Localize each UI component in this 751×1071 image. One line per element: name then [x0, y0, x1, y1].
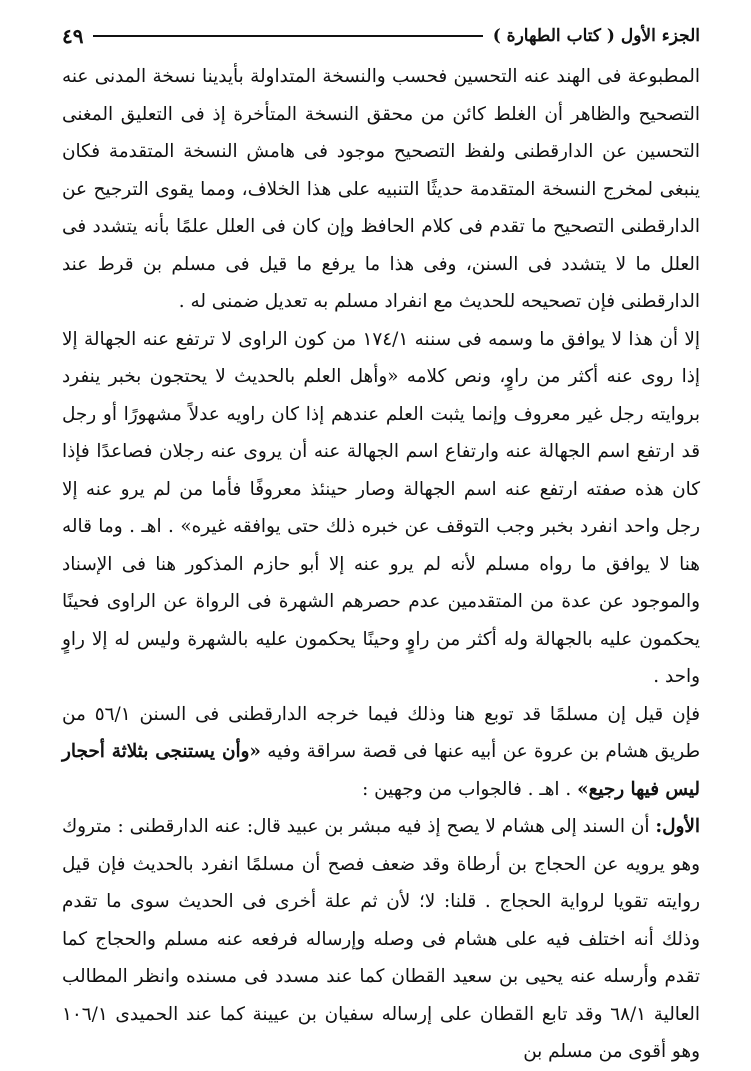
paragraph-2: إلا أن هذا لا يوافق ما وسمه فى سننه ١٧٤/١ من كون الراوى لا ترتفع عنه الجهالة إلا إذا روى عنه أكثر من راوٍ، ونص كلامه «وأهل العلم بالحديث لا يحتجون بخبر ينفرد بروايته رجل غير معروف وإنما يثبت العلم عندهم إذا كان راويه عدلاً مشهورًا أو رجل قد ارتفع اسم الجهالة عنه وارتفاع اسم الجهالة عنه أن يروى عنه رجلان فصاعدًا فإذا كان هذه صفته ارتفع عنه اسم الجهالة وصار حينئذ معروفًا فأما من لم يرو عنه إلا رجل واحد انفرد بخبر وجب التوقف عن خبره ذلك حتى يوافقه غيره» . اهـ . وما قاله هنا لا يوافق ما رواه مسلم لأنه لم يرو عنه إلا أبو حازم المذكور هنا فى الإسناد والموجود عن عدة من المتقدمين عدم حصرهم الشهرة فى الرواة عن الراوى فحينًا يحكمون عليه بالجهالة وله أكثر من راوٍ وحينًا يحكمون عليه بالشهرة وليس له إلا راوٍ واحد . — [62, 328, 701, 687]
paragraph-3-quote: «وأن يستنجى بثلاثة أحجار ليس فيها رجيع» — [62, 741, 700, 800]
book-page — [62, 14, 701, 1062]
header-rule — [93, 35, 482, 37]
paragraph-3-text-after: . اهـ . فالجواب من وجهين : — [362, 778, 578, 800]
page-number: ٤٩ — [62, 24, 84, 48]
paragraph-4-text: أن السند إلى هشام لا يصح إذ فيه مبشر بن عبيد قال: عنه الدارقطنى : متروك وهو يرويه عن الحجاج بن أرطاة وقد ضعف فصح أن مسلمًا انفرد بالحديث فإن قيل روايته تقويا لرواية الحجاج . قلنا: لا؛ لأن ثم علة أخرى فى الحديث سوى ما تقدم وذلك أنه اختلف فيه على هشام فى وصله وإرساله فرفعه عنه مسلم والحجاج كما تقدم وأرسله عنه يحيى بن سعيد القطان كما عند مسدد فى مسنده وانظر المطالب العالية ٦٨/١ وقد تابع القطان على إرساله سفيان بن عيينة كما عند الحميدى ١٠٦/١ وهو أقوى من مسلم بن — [62, 816, 700, 1062]
paragraph-4-lead: الأول: — [655, 816, 700, 837]
paragraph-4 — [62, 808, 700, 1071]
running-header — [62, 14, 700, 58]
page-body — [62, 58, 700, 1071]
paragraph-3 — [62, 696, 700, 809]
paragraph-1: المطبوعة فى الهند عنه التحسين فحسب والنسخة المتداولة بأيدينا نسخة المدنى عنه التصحيح والظاهر أن الغلط كائن من محقق النسخة المتأخرة إذ فى التعليق المغنى التحسين عن الدارقطنى ولفظ التصحيح موجود فى هامش النسخة المتقدمة فكان ينبغى لمخرج النسخة المتقدمة حديثًا التنبيه على هذا الخلاف، ومما يقوى الترجيح عن الدارقطنى التصحيح ما تقدم فى كلام الحافظ وإن كان فى العلل علمًا بأنه يتشدد فى العلل ما لا يتشدد فى السنن، وفى هذا ما يرفع ما قيل فى مسلم بن قرط عند الدارقطنى فإن تصحيحه للحديث مع انفراد مسلم به تعديل ضمنى له . — [62, 66, 700, 312]
paragraph-3-text-before: فإن قيل إن مسلمًا قد توبع هنا وذلك فيما خرجه الدارقطنى فى السنن ٥٦/١ من طريق هشام بن عروة عن أبيه عنها فى قصة سراقة وفيه — [62, 703, 700, 762]
running-header-title: الجزء الأول ( كتاب الطهارة ) — [492, 26, 700, 46]
